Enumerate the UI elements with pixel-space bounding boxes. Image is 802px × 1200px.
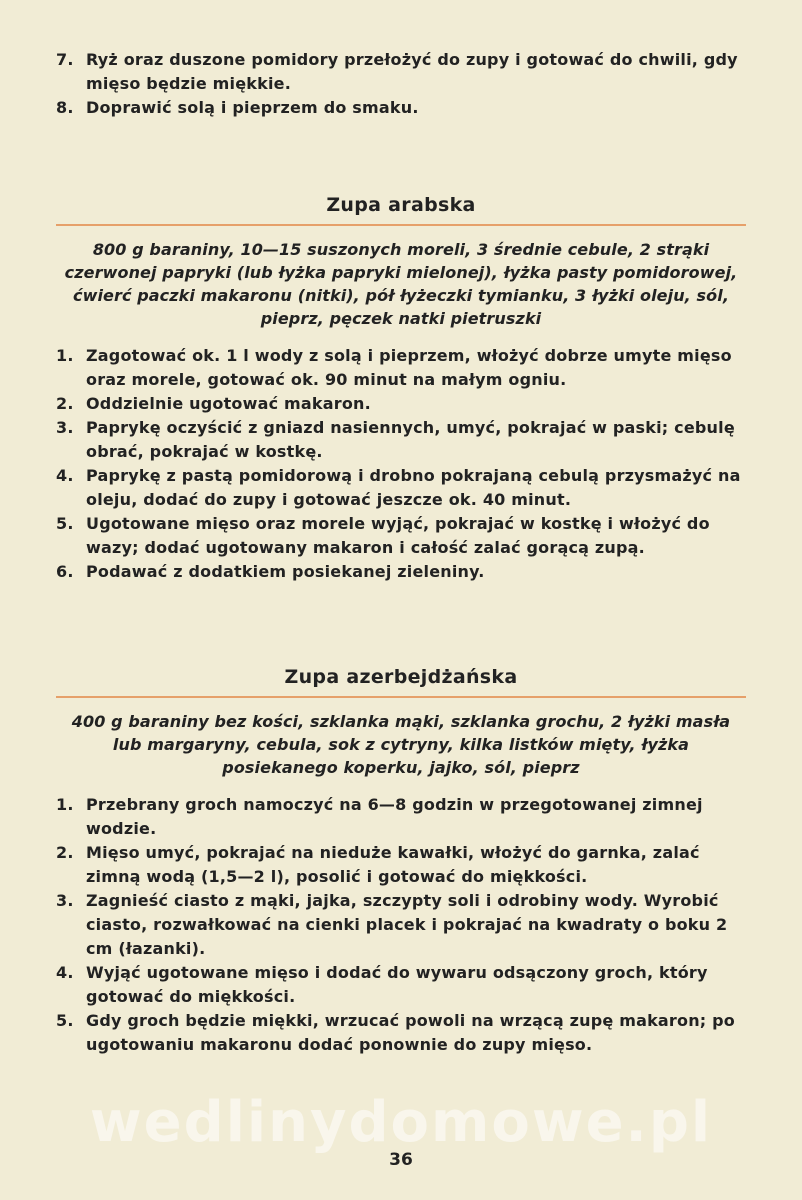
step-number: 5. [56, 1011, 74, 1030]
ingredients-list: 400 g baraniny bez kości, szklanka mąki, szklanka grochu, 2 łyżki masła lub margaryny, cebula, sok z cytryny, kilka listków mięty, łyżka posiekanego koperku, jajko, sól, pieprz [71, 712, 731, 777]
step-text: Zagnieść ciasto z mąki, jajka, szczypty soli i odrobiny wody. Wyrobić ciasto, rozwałkować na cienki placek i pokrajać na kwadraty o boku 2 cm (łazanki). [86, 891, 728, 958]
step-item [56, 416, 746, 464]
step-text: Paprykę oczyścić z gniazd nasiennych, umyć, pokrajać w paski; cebulę obrać, pokrajać w kostkę. [86, 418, 735, 461]
step-text: Ugotowane mięso oraz morele wyjąć, pokrajać w kostkę i włożyć do wazy; dodać ugotowany makaron i całość zalać gorącą zupą. [86, 514, 710, 557]
step-item [56, 841, 746, 889]
title-rule [56, 224, 746, 226]
page-number: 36 [389, 1150, 413, 1170]
step-text: Paprykę z pastą pomidorową i drobno pokrajaną cebulą przysmażyć na oleju, dodać do zupy i gotować jeszcze ok. 40 minut. [86, 466, 741, 509]
recipe-steps [56, 793, 746, 1057]
step-number: 1. [56, 346, 74, 365]
step-text: Zagotować ok. 1 l wody z solą i pieprzem, włożyć dobrze umyte mięso oraz morele, gotować ok. 90 minut na małym ogniu. [86, 346, 732, 389]
step-text: Doprawić solą i pieprzem do smaku. [86, 98, 419, 117]
step-number: 4. [56, 466, 74, 485]
recipe-zupa-arabska [56, 192, 746, 584]
step-number: 2. [56, 394, 74, 413]
step-text: Gdy groch będzie miękki, wrzucać powoli na wrzącą zupę makaron; po ugotowaniu makaronu dodać ponownie do zupy mięso. [86, 1011, 735, 1054]
step-text: Wyjąć ugotowane mięso i dodać do wywaru odsączony groch, który gotować do miękkości. [86, 963, 708, 1006]
ingredients-list: 800 g baraniny, 10—15 suszonych moreli, 3 średnie cebule, 2 strąki czerwonej papryki (lub łyżka papryki mielonej), łyżka pasty pomidorowej, ćwierć paczki makaronu (nitki), pół łyżeczki tymianku, 3 łyżki oleju, sól, pieprz, pęczek natki pietruszki [64, 240, 738, 328]
step-item [56, 793, 746, 841]
step-number: 2. [56, 843, 74, 862]
watermark: wedlinydomowe.pl [89, 1090, 713, 1155]
recipe-title: Zupa arabska [326, 194, 476, 216]
continuation-steps [56, 48, 756, 120]
step-item [56, 48, 756, 96]
step-number: 7. [56, 50, 74, 69]
recipe-steps [56, 344, 746, 584]
step-text: Oddzielnie ugotować makaron. [86, 394, 371, 413]
step-number: 3. [56, 891, 74, 910]
step-item [56, 96, 756, 120]
recipe-title: Zupa azerbejdżańska [284, 666, 518, 688]
step-number: 1. [56, 795, 74, 814]
step-item [56, 344, 746, 392]
step-number: 8. [56, 98, 74, 117]
step-text: Mięso umyć, pokrajać na nieduże kawałki, włożyć do garnka, zalać zimną wodą (1,5—2 l), posolić i gotować do miękkości. [86, 843, 700, 886]
step-item [56, 1009, 746, 1057]
step-number: 3. [56, 418, 74, 437]
step-item [56, 464, 746, 512]
step-item [56, 889, 746, 961]
step-item [56, 512, 746, 560]
step-number: 4. [56, 963, 74, 982]
step-text: Ryż oraz duszone pomidory przełożyć do zupy i gotować do chwili, gdy mięso będzie miękkie. [86, 50, 738, 93]
title-rule [56, 696, 746, 698]
step-item [56, 961, 746, 1009]
step-item [56, 560, 746, 584]
step-number: 6. [56, 562, 74, 581]
recipe-zupa-azerbejdzanska [56, 664, 746, 1057]
step-item [56, 392, 746, 416]
step-number: 5. [56, 514, 74, 533]
step-text: Przebrany groch namoczyć na 6—8 godzin w przegotowanej zimnej wodzie. [86, 795, 703, 838]
step-text: Podawać z dodatkiem posiekanej zieleniny. [86, 562, 485, 581]
